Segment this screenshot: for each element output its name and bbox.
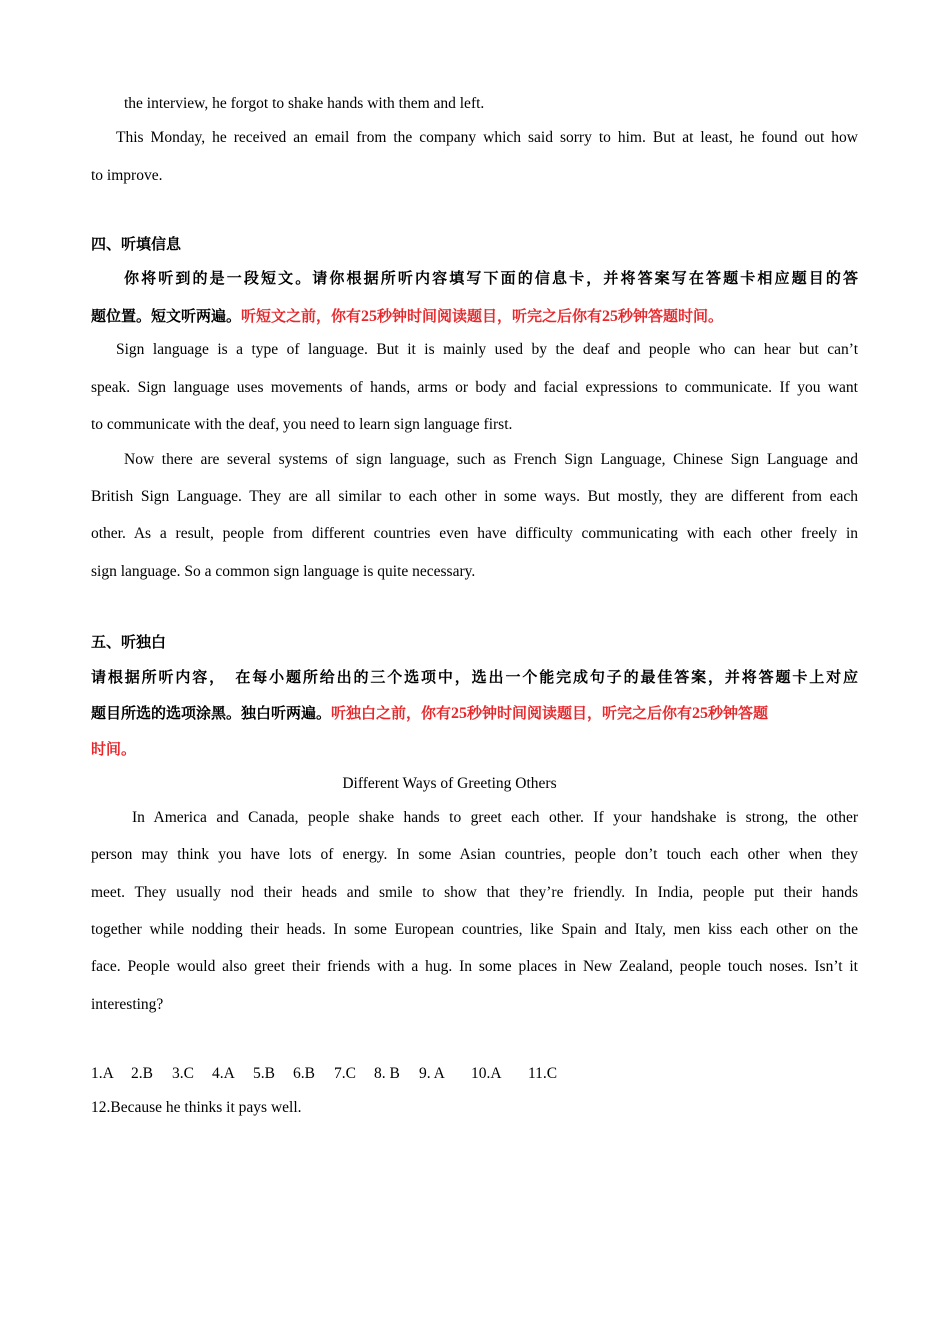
passage-1-line-1: Sign language is a type of language. But it is mainly used by the deaf and people who can hear but can’t — [116, 341, 858, 358]
section-5-instruction-line-3: 时间。 — [91, 740, 137, 758]
intro-line-1: the interview, he forgot to shake hands with them and left. — [124, 95, 485, 112]
section-4-instruction-line-1: 你将听到的是一段短文。请你根据所听内容填写下面的信息卡，并将答案写在答题卡相应题目的答 — [124, 269, 858, 287]
time-note-n2: 25 — [602, 308, 619, 325]
answer-item: 11.C — [528, 1065, 558, 1082]
section-4-time-note — [241, 307, 723, 325]
time-note-b: 秒钟时间阅读题目，听完之后你有 — [377, 307, 603, 325]
passage-1-line-6: other. As a result, people from different countries even have difficulty communicating with each other freely in — [91, 525, 858, 542]
passage-1-line-2: speak. Sign language uses movements of hands, arms or body and facial expressions to communicate. If you want — [91, 379, 858, 396]
answer-key — [91, 1064, 858, 1084]
answer-item: 10.A — [471, 1065, 502, 1082]
answer-item: 7.C — [334, 1065, 356, 1082]
answer-item: 4.A — [212, 1065, 235, 1082]
answer-item: 1.A — [91, 1065, 114, 1082]
section-5-heading: 五、听独白 — [91, 633, 167, 651]
passage-2-title: Different Ways of Greeting Others — [342, 775, 557, 792]
intro-line-2: This Monday, he received an email from the company which said sorry to him. But at least, he found out how — [116, 129, 858, 146]
time-note-n2: 25 — [692, 705, 709, 722]
passage-1-line-5: British Sign Language. They are all similar to each other in some ways. But mostly, they are different from each — [91, 488, 858, 505]
section-5-instruction-line-1: 请根据所听内容， 在每小题所给出的三个选项中，选出一个能完成句子的最佳答案，并将答题卡上对应 — [91, 668, 858, 686]
time-note-n1: 25 — [451, 705, 468, 722]
passage-2-line-1: In America and Canada, people shake hands to greet each other. If your handshake is strong, the other — [132, 809, 858, 826]
passage-1-line-7: sign language. So a common sign language is quite necessary. — [91, 563, 476, 580]
section-5-instruction-black: 题目所选的选项涂黑。独白听两遍。 — [91, 704, 332, 722]
section-4-instruction-black: 题位置。短文听两遍。 — [91, 307, 242, 325]
answer-item: 3.C — [172, 1065, 194, 1082]
passage-2-line-6: interesting? — [91, 996, 164, 1013]
time-note-c: 秒钟答题时间。 — [618, 307, 724, 325]
section-5-instruction-line-2 — [91, 703, 858, 724]
passage-2-line-4: together while nodding their heads. In some European countries, like Spain and Italy, men kiss each other on the — [91, 921, 858, 938]
answer-item: 9. A — [419, 1065, 445, 1082]
answer-item: 6.B — [293, 1065, 315, 1082]
answer-item: 5.B — [253, 1065, 275, 1082]
time-note-a: 听短文之前，你有 — [241, 307, 362, 325]
passage-2-line-5: face. People would also greet their friends with a hug. In some places in New Zealand, people touch noses. Isn’t it — [91, 958, 858, 975]
section-5-time-note — [331, 704, 768, 722]
section-4-heading: 四、听填信息 — [91, 235, 182, 253]
intro-line-3: to improve. — [91, 167, 163, 184]
answer-12: 12.Because he thinks it pays well. — [91, 1099, 302, 1116]
passage-1-line-3: to communicate with the deaf, you need to learn sign language first. — [91, 416, 513, 433]
time-note-n1: 25 — [361, 308, 378, 325]
answer-item: 2.B — [131, 1065, 153, 1082]
answer-item: 8. B — [374, 1065, 400, 1082]
section-4-instruction-line-2 — [91, 306, 858, 327]
passage-2-line-2: person may think you have lots of energy. In some Asian countries, people don’t touch each other when they — [91, 846, 858, 863]
passage-2-line-3: meet. They usually nod their heads and smile to show that they’re friendly. In India, people put their hands — [91, 884, 858, 901]
time-note-c: 秒钟答题 — [708, 704, 769, 722]
passage-1-line-4: Now there are several systems of sign language, such as French Sign Language, Chinese Sign Language and — [124, 451, 858, 468]
time-note-b: 秒钟时间阅读题目，听完之后你有 — [467, 704, 693, 722]
time-note-a: 听独白之前，你有 — [331, 704, 452, 722]
